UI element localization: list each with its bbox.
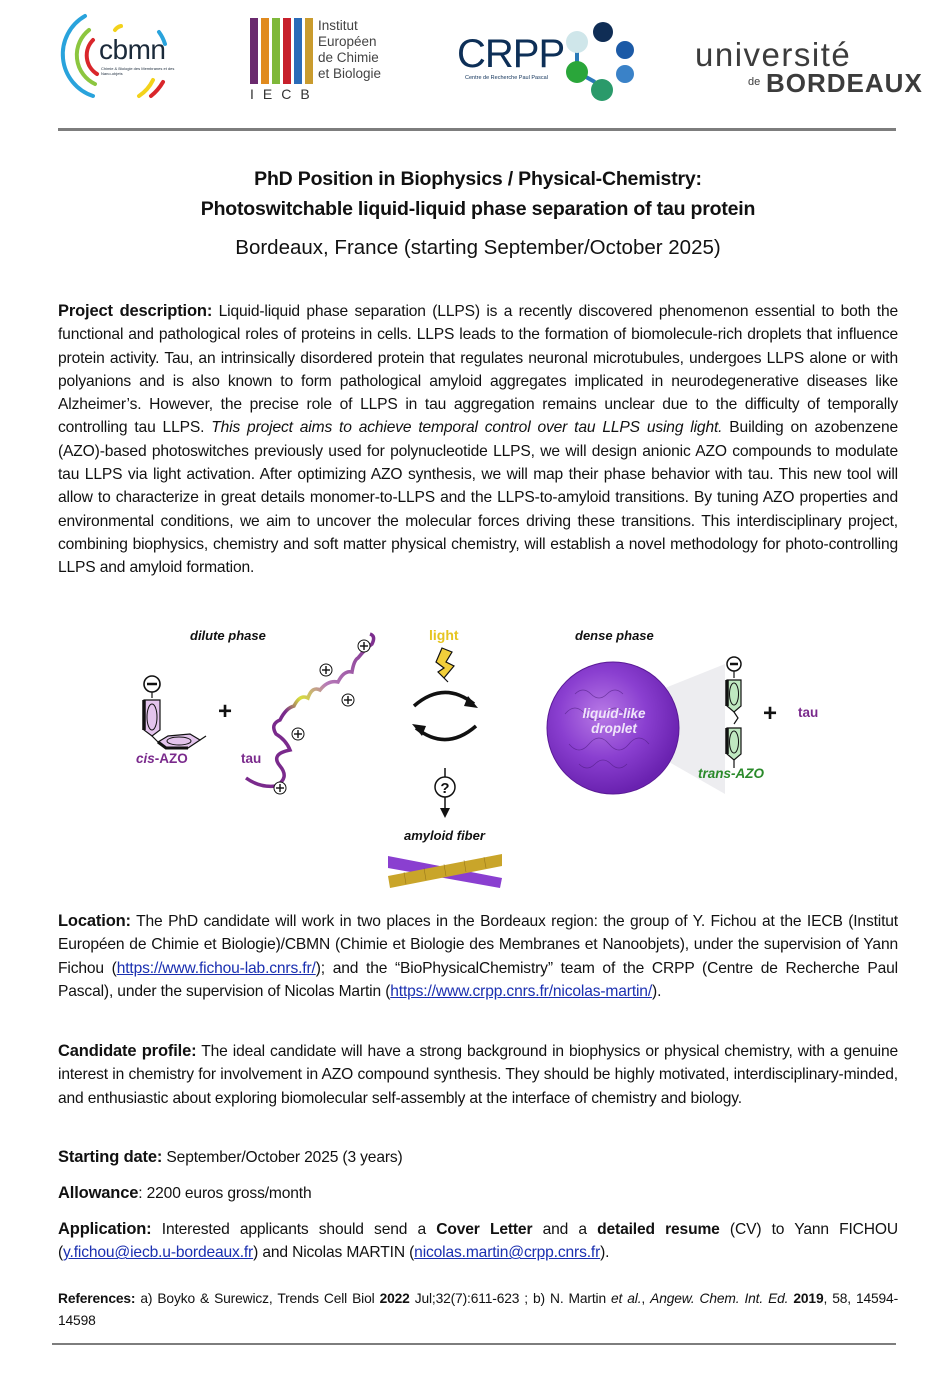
amyloid-fiber-icon: [384, 848, 506, 894]
crpp-logo: [455, 20, 645, 102]
project-description: Project description: Liquid-liquid phase separation (LLPS) is a recently discovered phenomenon essential to both the functional and pathological roles of proteins in cells. LLPS leads to the formation of biomolecule-rich droplets that influence protein activity. Tau, an intrinsically disordered protein that regulates neuronal microtubules, undergoes LLPS alone or with polyanions and is also known to form pathological amyloid aggregates implicated in neurodegenerative diseases like Alzheimer’s. However, the precise role of LLPS in tau aggregation remains unclear due to the difficulty of temporally controlling tau LLPS. This project aims to achieve temporal control over tau LLPS using light. Building on azobenzene (AZO)-based photoswitches previously used for polynucleotide LLPS, we will design anionic AZO compounds to modulate tau LLPS via light activation. After optimizing AZO synthesis, we will map their phase behavior with tau. This new tool will allow to characterize in great details monomer-to-LLPS and the LLPS-to-amyloid transitions. By tuning AZO properties and environmental conditions, we aim to uncover the molecular forces driving these transitions. This interdisciplinary project, combining biophysics, chemistry and soft matter physical chemistry, will establish a novel methodology for photo-controlling LLPS and amyloid formation.: [58, 302, 898, 577]
candidate-profile-section: Candidate profile: The ideal candidate will have a strong background in biophysics or physical chemistry, with a genuine interest in chemistry for involvement in AZO compound synthesis. They should be highly motivated, interdisciplinary-minded, and enthusiastic about exploring biomolecular self-assembly at the interface of chemistry and biology.: [58, 1042, 898, 1107]
email-fichou-link[interactable]: y.fichou@iecb.u-bordeaux.fr: [63, 1244, 254, 1262]
top-divider: [58, 128, 896, 131]
photoswitch-cycle-icon: [404, 644, 494, 834]
dense-phase-label: dense phase: [575, 628, 654, 643]
crpp-subtitle: Centre de Recherche Paul Pascal: [465, 75, 548, 81]
starting-date: Starting date: September/October 2025 (3 years): [58, 1148, 403, 1166]
ub-universite: université: [695, 36, 852, 73]
plus-sign-1: +: [218, 698, 233, 725]
iecb-acronym: IECB: [250, 86, 319, 102]
tau-label-left: tau: [241, 751, 262, 766]
cis-azo-label: cis-AZO: [136, 751, 188, 766]
tau-label-right: tau: [798, 705, 819, 720]
page-title-line2: Photoswitchable liquid-liquid phase separation of tau protein: [200, 198, 756, 220]
fichou-lab-link[interactable]: https://www.fichou-lab.cnrs.fr/: [116, 959, 316, 977]
project-aim: This project aims to achieve temporal control over tau LLPS using light.: [211, 419, 723, 437]
location-label: Location:: [58, 912, 131, 930]
droplet-label: liquid-like droplet: [582, 706, 646, 736]
dilute-phase-label: dilute phase: [190, 628, 266, 643]
trans-azo-label: trans-AZO: [698, 766, 765, 781]
ub-bordeaux: BORDEAUX: [766, 68, 923, 98]
bottom-divider: [52, 1343, 896, 1345]
cbmn-logo: [55, 8, 180, 103]
location-section: Location: The PhD candidate will work in two places in the Bordeaux region: the group of Y. Fichou at the IECB (Institut Européen de Chimie et Biologie)/CBMN (Chimie et Biologie des Membranes et Nanoobjets), under the supervision of Yann Fichou (https://www.fichou-lab.cnrs.fr/); and the “BioPhysicalChemistry” team of the CRPP (Centre de Recherche Paul Pascal), under the supervision of Nicolas Martin (https://www.crpp.cnrs.fr/nicolas-martin/).: [58, 912, 898, 1000]
crpp-wordmark: CRPP: [457, 32, 565, 76]
martin-lab-link[interactable]: https://www.crpp.cnrs.fr/nicolas-martin/: [390, 982, 653, 1000]
allowance-label: Allowance: [58, 1184, 139, 1202]
plus-sign-2: +: [763, 700, 778, 727]
crpp-molecule-icon: [455, 20, 645, 102]
page-subtitle: Bordeaux, France (starting September/October 2025): [235, 236, 721, 259]
ub-de: de: [748, 76, 761, 88]
amyloid-fiber-label: amyloid fiber: [404, 828, 485, 843]
tau-protein-ribbon-icon: [240, 628, 380, 798]
page-title-line1: PhD Position in Biophysics / Physical-Chemistry:: [254, 168, 702, 190]
cis-azo-molecule-icon: [128, 672, 208, 752]
cbmn-subtitle: Chimie & Biologie des Membranes et des Nano-objets: [101, 66, 175, 76]
iecb-bars-icon: [250, 18, 314, 84]
lightning-bolt-icon: [436, 648, 454, 682]
universite-bordeaux-logo: [695, 36, 923, 106]
project-label: Project description:: [58, 302, 213, 320]
iecb-logo: [248, 18, 398, 106]
trans-azo-molecule-icon: [718, 654, 758, 774]
references-section: References: a) Boyko & Surewicz, Trends Cell Biol 2022 Jul;32(7):611-623 ; b) N. Martin et al., Angew. Chem. Int. Ed. 2019, 58, 14594-14598: [58, 1291, 899, 1328]
allowance: Allowance: 2200 euros gross/month: [58, 1184, 312, 1202]
cbmn-wordmark: cbmn: [99, 34, 166, 65]
starting-label: Starting date:: [58, 1148, 163, 1166]
application-section: Application: Interested applicants should send a Cover Letter and a detailed resume (CV) to Yann FICHOU (y.fichou@iecb.u-bordeaux.fr) and Nicolas MARTIN (nicolas.martin@crpp.cnrs.fr).: [58, 1220, 898, 1262]
iecb-name: Institut Européen de Chimie et Biologie: [318, 18, 382, 81]
light-label: light: [429, 627, 459, 643]
candidate-label: Candidate profile:: [58, 1042, 197, 1060]
email-martin-link[interactable]: nicolas.martin@crpp.cnrs.fr: [414, 1244, 601, 1262]
references-label: References:: [58, 1291, 136, 1306]
question-icon: ?: [440, 780, 450, 797]
application-label: Application:: [58, 1220, 152, 1238]
llps-figure: [120, 620, 840, 900]
arrow-down-icon: [440, 808, 450, 818]
